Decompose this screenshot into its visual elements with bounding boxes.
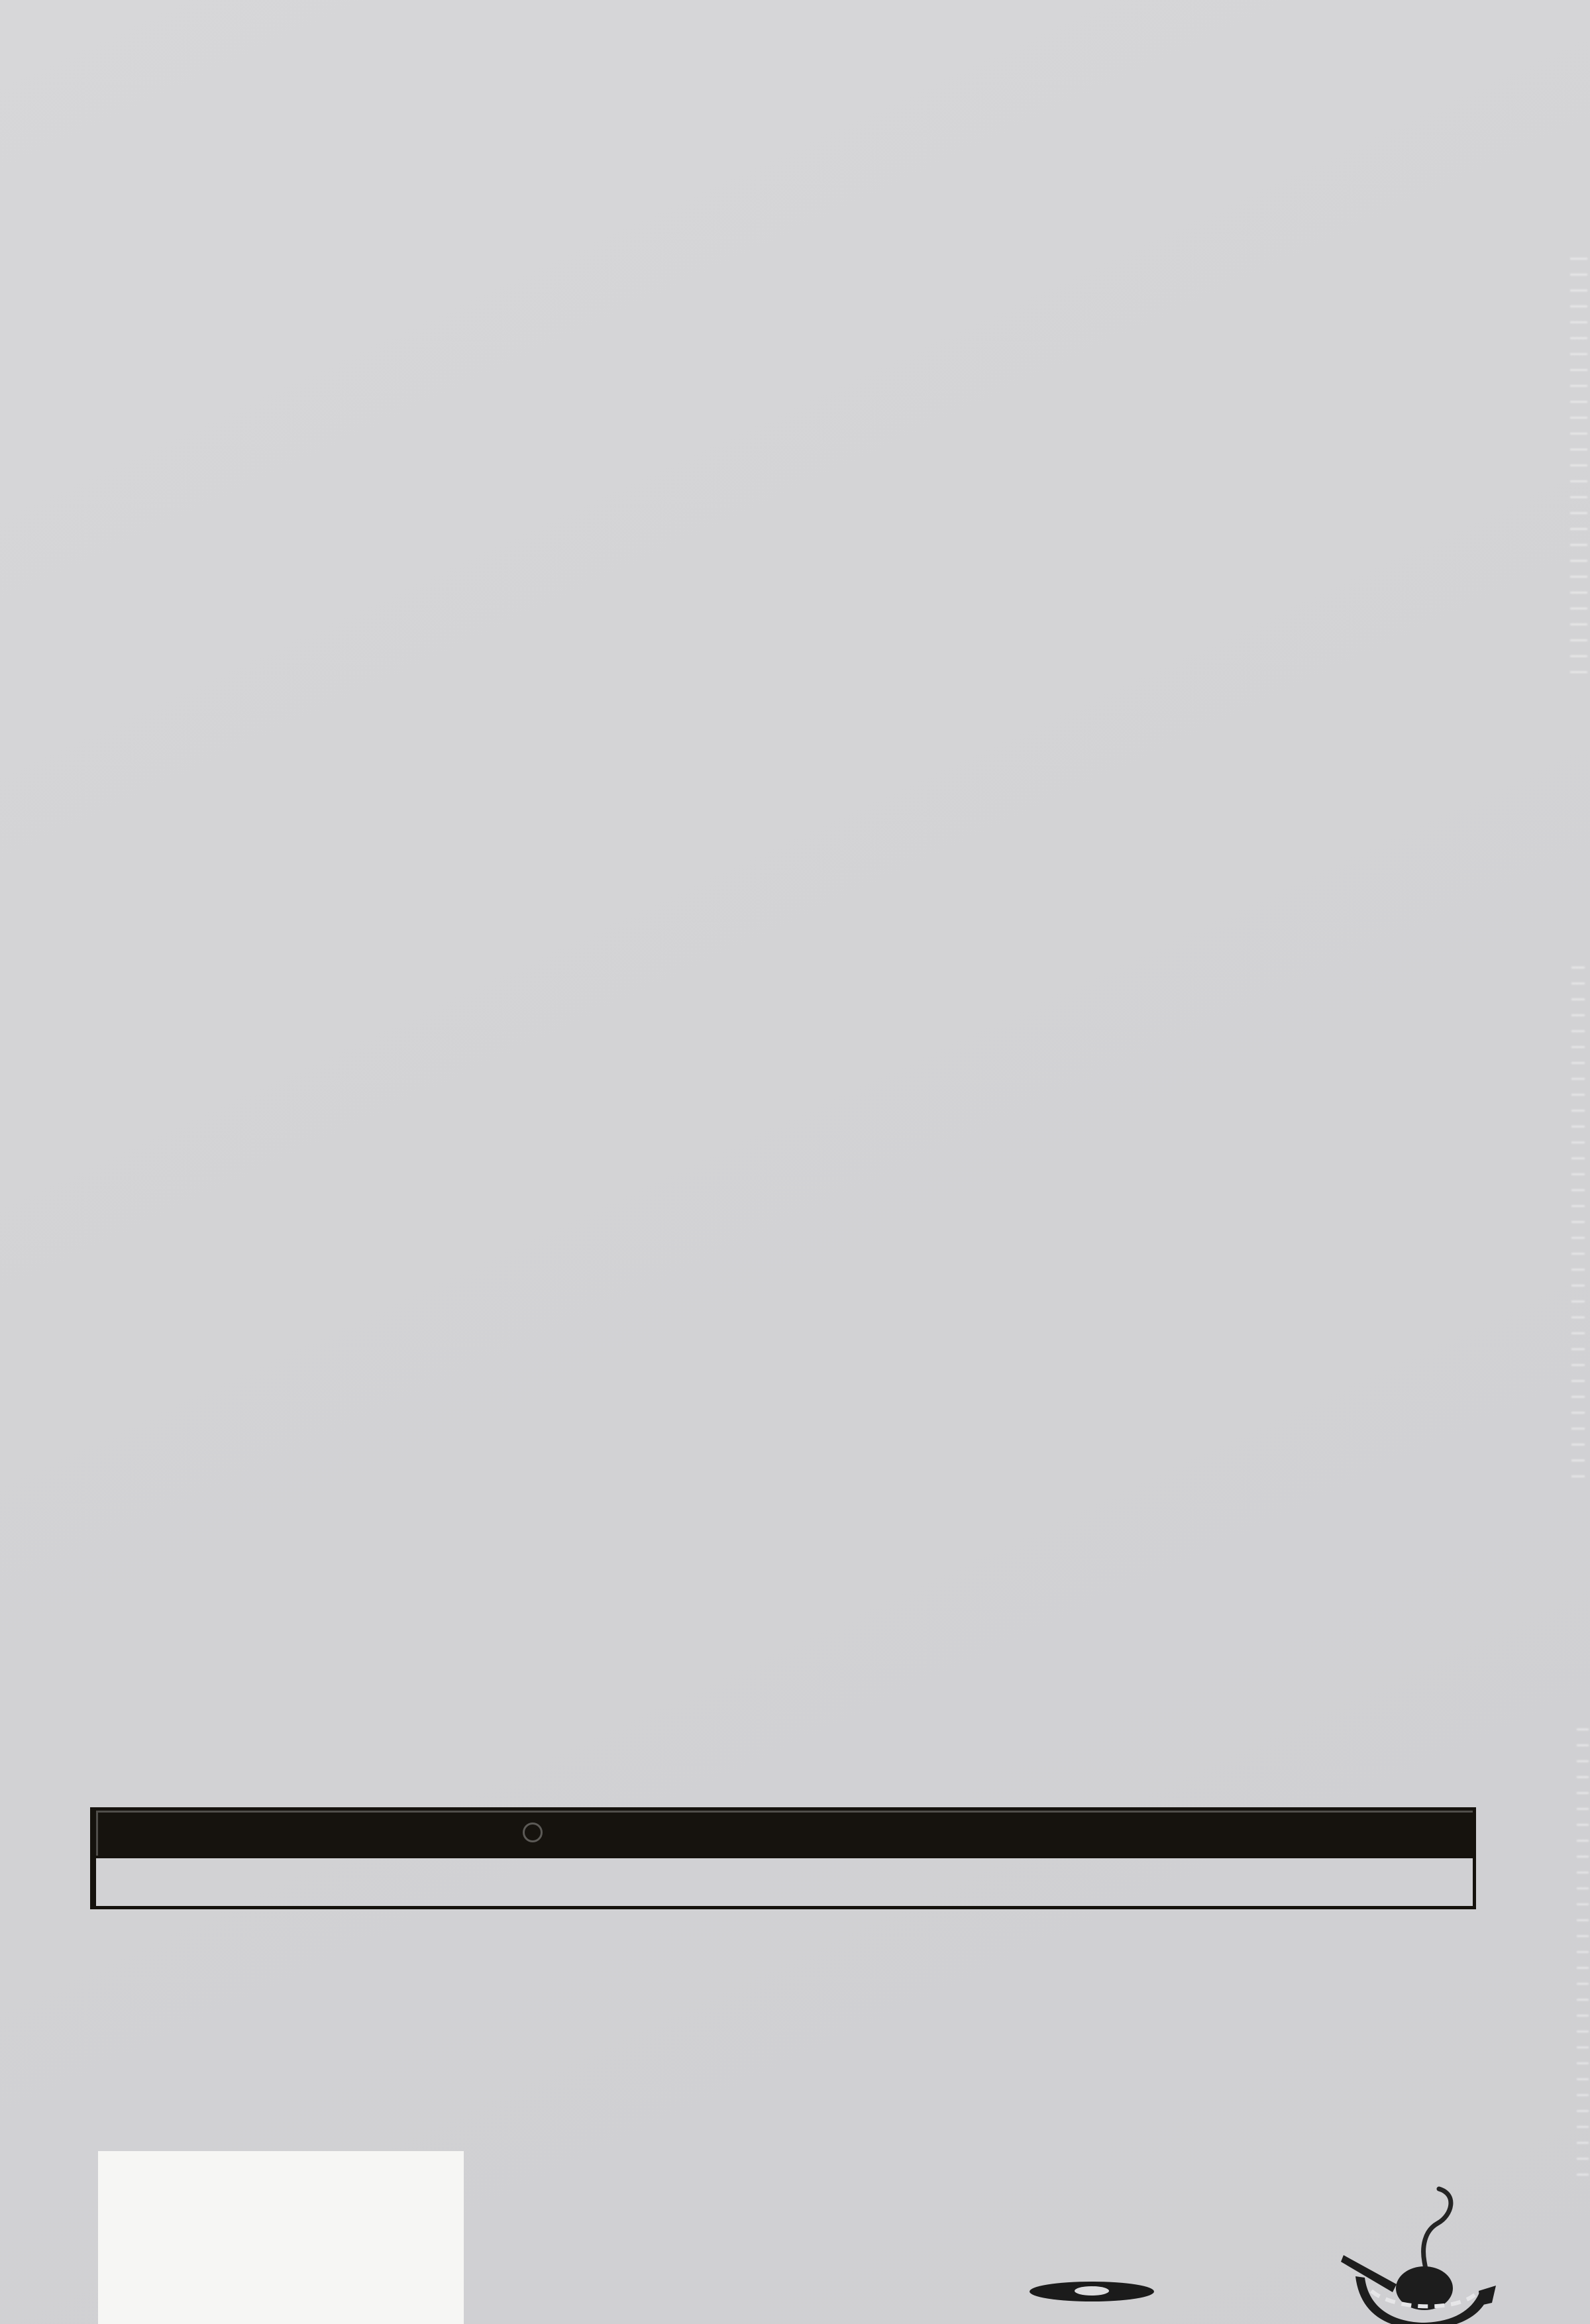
dvd-disc-hole: [1075, 2286, 1109, 2296]
barcode: [98, 2151, 464, 2324]
publisher-logo-boat: [1341, 2255, 1496, 2324]
spec-table: [90, 1807, 1476, 1909]
dvd-video-logo: [1026, 2227, 1161, 2324]
barcode-label: [98, 2151, 464, 2324]
spec-table-value-row: [96, 1856, 1473, 1906]
registration-mark-circle: [523, 1822, 543, 1842]
spec-table-header-row: [96, 1811, 1473, 1856]
shrinkwrap-streak: [1577, 1722, 1589, 2186]
shrinkwrap-streak: [1571, 961, 1585, 1491]
publisher-logo: [1340, 2154, 1499, 2324]
shrinkwrap-streak: [1570, 252, 1587, 676]
